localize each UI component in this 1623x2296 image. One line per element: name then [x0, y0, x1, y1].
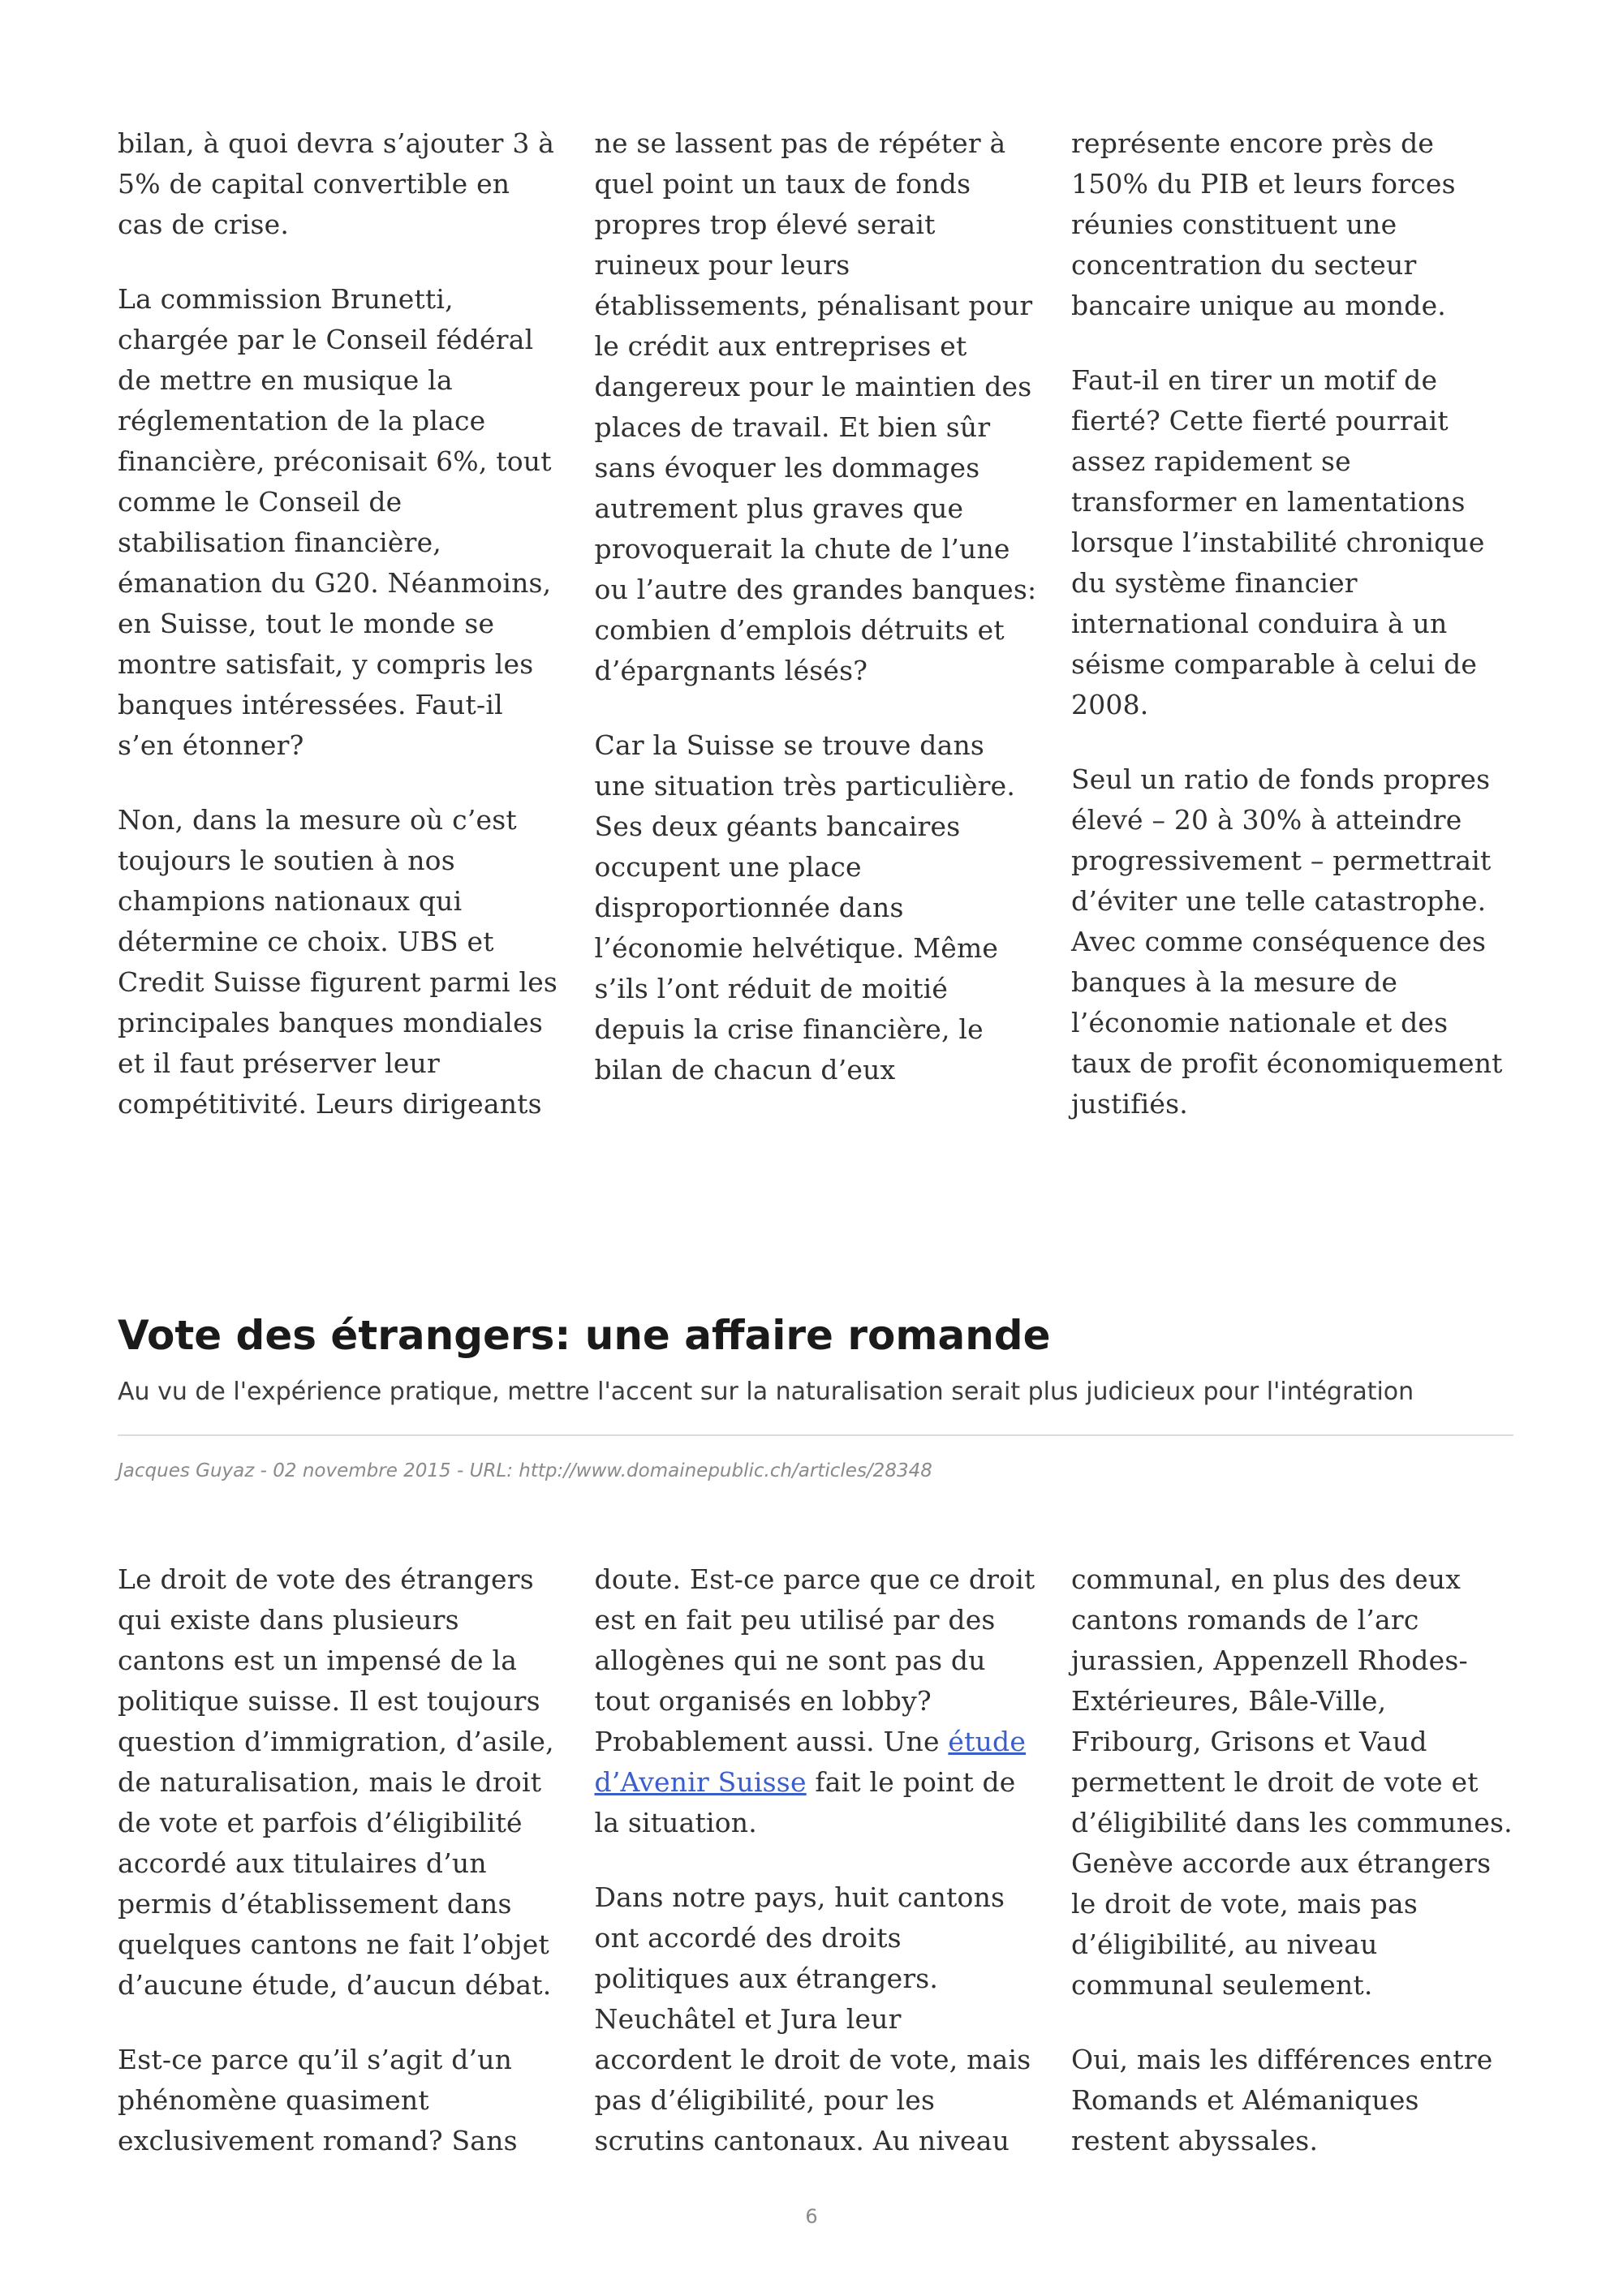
column-2: [595, 123, 1037, 1124]
paragraph: représente encore près de 150% du PIB et leurs forces réunies constituent une concentration du secteur bancaire unique au monde.: [1071, 127, 1456, 321]
column-1: [118, 1559, 560, 2161]
article-title: Vote des étrangers: une affaire romande: [118, 1312, 1051, 1359]
article-subtitle: Au vu de l'expérience pratique, mettre l'accent sur la naturalisation serait plus judicieux pour l'intégration: [118, 1378, 1414, 1406]
article-header: [118, 1308, 1513, 1485]
paragraph: Oui, mais les différences entre Romands et Alémaniques restent abyssales.: [1071, 2044, 1493, 2156]
paragraph-text: fait le point de la situation.: [594, 1766, 1016, 1838]
paragraph-text: doute. Est-ce parce que ce droit est en fait peu utilisé par des allogènes qui ne sont pas du tout organisés en lobby? Probablement aussi. Une: [594, 1563, 1035, 1757]
column-3: [1071, 1559, 1513, 2161]
paragraph: La commission Brunetti, chargée par le Conseil fédéral de mettre en musique la réglementation de la place financière, préconisait 6%, tout comme le Conseil de stabilisation financière, émanation du G20. Néanmoins, en Suisse, tout le monde se montre satisfait, y compris les banques intéressées. Faut-il s’en étonner?: [118, 283, 552, 761]
article-columns: [118, 1559, 1513, 2161]
paragraph: bilan, à quoi devra s’ajouter 3 à 5% de capital convertible en cas de crise.: [118, 127, 555, 240]
article-byline: Jacques Guyaz - 02 novembre 2015 - URL: http://www.domainepublic.ch/articles/28348: [118, 1460, 932, 1481]
previous-article-columns: [118, 123, 1513, 1124]
divider: [118, 1434, 1513, 1436]
paragraph: Est-ce parce qu’il s’agit d’un phénomène quasiment exclusivement romand? Sans: [118, 2044, 518, 2156]
column-3: [1071, 123, 1513, 1124]
column-2: [595, 1559, 1037, 2161]
page-number: 6: [805, 2205, 818, 2228]
paragraph: Faut-il en tirer un motif de fierté? Cette fierté pourrait assez rapidement se transformer en lamentations lorsque l’instabilité chronique du système financier international conduira à un séisme comparable à celui de 2008.: [1071, 364, 1485, 720]
column-1: [118, 123, 560, 1124]
paragraph: communal, en plus des deux cantons romands de l’arc jurassien, Appenzell Rhodes-Extérieures, Bâle-Ville, Fribourg, Grisons et Vaud permettent le droit de vote et d’éligibilité dans les communes. Genève accorde aux étrangers le droit de vote, mais pas d’éligibilité, au niveau communal seulement.: [1071, 1563, 1513, 2001]
paragraph: Dans notre pays, huit cantons ont accordé des droits politiques aux étrangers. Neuchâtel et Jura leur accordent le droit de vote, mais pas d’éligibilité, pour les scrutins cantonaux. Au niveau: [594, 1881, 1031, 2156]
avenir-suisse-study-link[interactable]: étude d’Avenir Suisse: [594, 1726, 1027, 1798]
paragraph: Car la Suisse se trouve dans une situation très particulière. Ses deux géants bancaires occupent une place disproportionnée dans l’économie helvétique. Même s’ils l’ont réduit de moitié depuis la crise financière, le bilan de chacun d’eux: [594, 729, 1016, 1086]
paragraph: [595, 1559, 1037, 1843]
paragraph: Le droit de vote des étrangers qui existe dans plusieurs cantons est un impensé de la politique suisse. Il est toujours question d’immigration, d’asile, de naturalisation, mais le droit de vote et parfois d’éligibilité accordé aux titulaires d’un permis d’établissement dans quelques cantons ne fait l’objet d’aucune étude, d’aucun débat.: [118, 1563, 554, 2001]
paragraph: ne se lassent pas de répéter à quel point un taux de fonds propres trop élevé serait ruineux pour leurs établissements, pénalisant pour le crédit aux entreprises et dangereux pour le maintien des places de travail. Et bien sûr sans évoquer les dommages autrement plus graves que provoquerait la chute de l’une ou l’autre des grandes banques: combien d’emplois détruits et d’épargnants lésés?: [594, 127, 1037, 686]
paragraph: Seul un ratio de fonds propres élevé – 20 à 30% à atteindre progressivement – permettrait d’éviter une telle catastrophe. Avec comme conséquence des banques à la mesure de l’économie nationale et des taux de profit économiquement justifiés.: [1071, 763, 1503, 1120]
paragraph: Non, dans la mesure où c’est toujours le soutien à nos champions nationaux qui détermine ce choix. UBS et Credit Suisse figurent parmi les principales banques mondiales et il faut préserver leur compétitivité. Leurs dirigeants: [118, 804, 558, 1120]
